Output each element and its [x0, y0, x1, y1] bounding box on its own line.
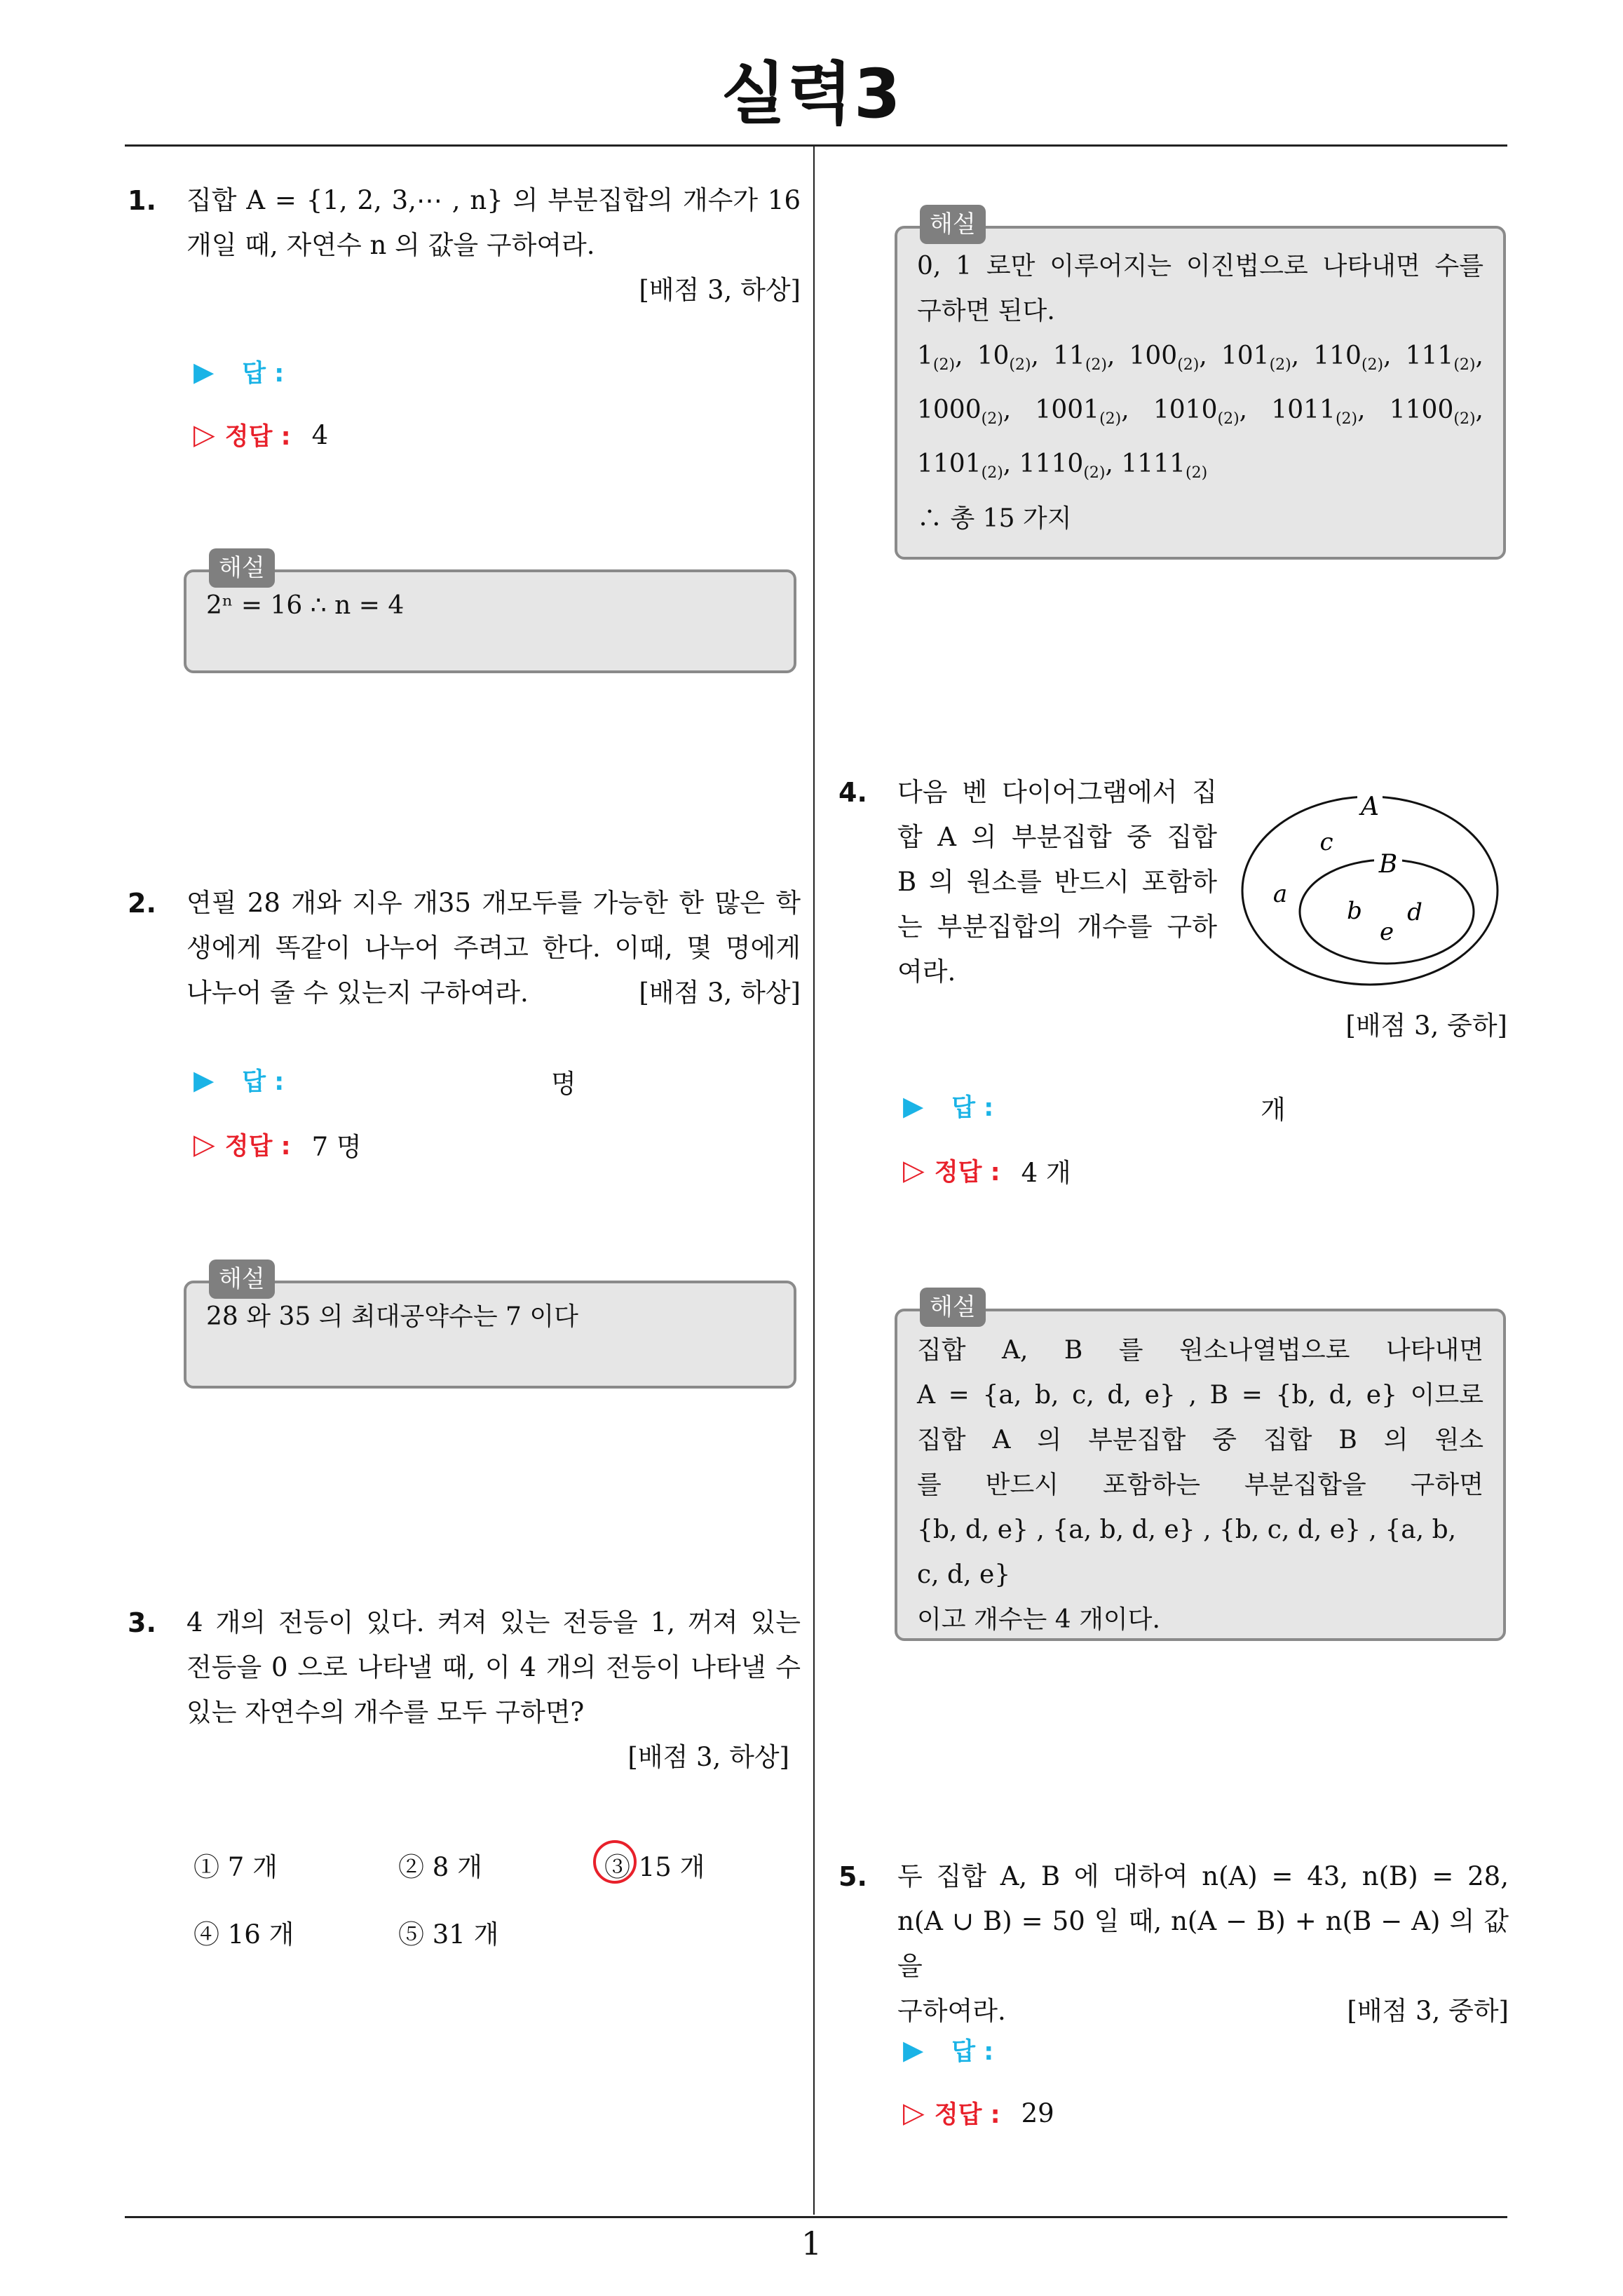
question-text: 있는 자연수의 개수를 모두 구하면?	[186, 1697, 585, 1727]
question-number: 1.	[128, 185, 156, 216]
binary-list: $1101_{(2)}$, $1110_{(2)}$, $1111_{(2)}$	[917, 450, 1208, 482]
question-text: 여라.	[897, 957, 956, 987]
triangle-outline-icon: ▷	[193, 419, 215, 451]
answer-label: 답 :	[951, 1094, 994, 1122]
page-title: 실력3	[721, 55, 902, 133]
venn-element: d	[1407, 898, 1422, 926]
choice-1[interactable]: ① 7 개	[193, 1852, 278, 1882]
play-icon: ▶	[903, 1090, 924, 1121]
question-text: 전등을 0 으로 나타낼 때, 이 4 개의 전등이 나타낼 수	[186, 1652, 801, 1682]
question-text: 는 부분집합의 개수를 구하	[897, 912, 1217, 942]
venn-label-A: A	[1361, 792, 1379, 821]
solution-text: ∴ 총 15 가지	[917, 504, 1072, 533]
correct-answer-row	[903, 2095, 1054, 2130]
solution-tag: 해설	[209, 548, 275, 588]
solution-tag: 해설	[209, 1260, 275, 1299]
question-number: 2.	[128, 888, 156, 919]
correct-label: 정답 :	[224, 1133, 291, 1161]
score-label: [배점 3, 하상]	[639, 978, 801, 1008]
correct-label: 정답 :	[934, 1159, 1000, 1187]
answer-row	[903, 2032, 993, 2067]
question-text: 합 A 의 부분집합 중 집합	[897, 822, 1217, 852]
play-icon: ▶	[193, 1065, 215, 1095]
question-text: B 의 원소를 반드시 포함하	[897, 867, 1217, 897]
question-text: 구하여라.	[897, 1996, 1006, 2026]
solution-text: 2ⁿ = 16 ∴ n = 4	[206, 591, 405, 620]
footer-rule	[125, 2216, 1507, 2218]
question-number: 3.	[128, 1607, 156, 1638]
venn-diagram	[1234, 785, 1514, 996]
question-4	[838, 770, 1217, 994]
correct-answer-value: 29	[1021, 2098, 1054, 2128]
solution-text: 집합 A 의 부분집합 중 집합 B 의 원소	[917, 1426, 1483, 1454]
answer-label: 답 :	[951, 2038, 994, 2066]
venn-element: a	[1272, 880, 1288, 908]
question-number: 4.	[838, 777, 867, 808]
solution-text: 이고 개수는 4 개이다.	[917, 1605, 1160, 1634]
choice-3[interactable]: ③ 15 개	[604, 1852, 705, 1882]
question-2	[128, 881, 801, 1015]
venn-element: e	[1379, 918, 1394, 946]
correct-answer-value: 4 개	[1021, 1158, 1071, 1188]
selected-choice-circle	[593, 1840, 637, 1884]
solution-box	[184, 554, 796, 673]
correct-answer-value: 7 명	[311, 1132, 362, 1162]
answer-label: 답 :	[242, 1068, 285, 1096]
binary-list: $1000_{(2)}$, $1001_{(2)}$, $1010_{(2)}$, $1011_{(2)}$, $1100_{(2)}$,	[917, 396, 1483, 428]
score-label: [배점 3, 하상]	[627, 1742, 789, 1772]
question-3	[128, 1600, 801, 1780]
correct-answer-value: 4	[311, 419, 329, 450]
header-rule	[125, 144, 1507, 147]
question-text: n(A ∪ B) = 50 일 때, n(A − B) + n(B − A) 의 값을	[897, 1906, 1509, 1981]
question-text: 집합 A = {1, 2, 3,⋯ , n} 의 부분집합의 개수가 16	[186, 185, 801, 215]
triangle-outline-icon: ▷	[903, 1154, 925, 1187]
question-text: 나누어 줄 수 있는지 구하여라.	[186, 978, 529, 1008]
page-number: 1	[801, 2224, 822, 2262]
solution-tag: 해설	[920, 205, 986, 244]
question-text: 개일 때, 자연수 n 의 값을 구하여라.	[186, 230, 595, 260]
score-label: [배점 3, 중하]	[1345, 1011, 1507, 1041]
question-text: 4 개의 전등이 있다. 켜져 있는 전등을 1, 꺼져 있는	[186, 1607, 801, 1637]
play-icon: ▶	[193, 356, 215, 387]
choice-4[interactable]: ④ 16 개	[193, 1919, 294, 1950]
question-text: 다음 벤 다이어그램에서 집	[897, 777, 1217, 807]
venn-element: c	[1319, 828, 1333, 856]
solution-text: 구하면 된다.	[917, 297, 1055, 325]
correct-answer-row	[193, 417, 328, 452]
question-text: 두 집합 A, B 에 대하여 n(A) = 43, n(B) = 28,	[897, 1861, 1509, 1891]
answer-unit: 명	[551, 1069, 576, 1099]
solution-tag: 해설	[920, 1288, 986, 1327]
choice-5[interactable]: ⑤ 31 개	[398, 1919, 499, 1950]
correct-answer-row	[193, 1126, 362, 1163]
solution-text: 를 반드시 포함하는 부분집합을 구하면	[917, 1471, 1483, 1499]
solution-box	[895, 1293, 1506, 1641]
solution-box	[184, 1265, 796, 1389]
question-5	[838, 1854, 1509, 2034]
correct-answer-row	[903, 1152, 1071, 1189]
answer-row	[903, 1088, 993, 1123]
binary-list: $1_{(2)}$, $10_{(2)}$, $11_{(2)}$, $100_{(2)}$, $101_{(2)}$, $110_{(2)}$, $111_{(2)}$,	[917, 342, 1483, 374]
solution-text: {b, d, e} , {a, b, d, e} , {b, c, d, e} , {a, b, c, d, e}	[917, 1515, 1457, 1589]
correct-label: 정답 :	[934, 2101, 1000, 2129]
triangle-outline-icon: ▷	[193, 1128, 215, 1161]
play-icon: ▶	[903, 2034, 924, 2065]
solution-text: 0, 1 로만 이루어지는 이진법으로 나타내면 수를	[917, 252, 1483, 281]
venn-element: b	[1347, 897, 1362, 925]
solution-box	[895, 210, 1506, 560]
solution-text: A = {a, b, c, d, e} , B = {b, d, e} 이므로	[917, 1381, 1483, 1410]
question-1	[128, 178, 801, 313]
question-text: 생에게 똑같이 나누어 주려고 한다. 이때, 몇 명에게	[186, 933, 801, 963]
question-text: 연필 28 개와 지우 개35 개모두를 가능한 한 많은 학	[186, 888, 801, 918]
answer-row	[193, 1062, 284, 1098]
answer-label: 답 :	[242, 360, 285, 388]
triangle-outline-icon: ▷	[903, 2097, 925, 2129]
score-label: [배점 3, 중하]	[1347, 1996, 1509, 2026]
score-label: [배점 3, 하상]	[639, 275, 801, 305]
answer-unit: 개	[1261, 1095, 1286, 1125]
answer-row	[193, 354, 284, 389]
correct-label: 정답 :	[224, 423, 291, 451]
solution-text: 28 와 35 의 최대공약수는 7 이다	[206, 1302, 578, 1331]
choice-2[interactable]: ② 8 개	[398, 1852, 482, 1882]
venn-label-B: B	[1378, 850, 1398, 879]
column-divider	[813, 146, 815, 2215]
question-number: 5.	[838, 1861, 867, 1892]
solution-text: 집합 A, B 를 원소나열법으로 나타내면	[917, 1336, 1483, 1365]
